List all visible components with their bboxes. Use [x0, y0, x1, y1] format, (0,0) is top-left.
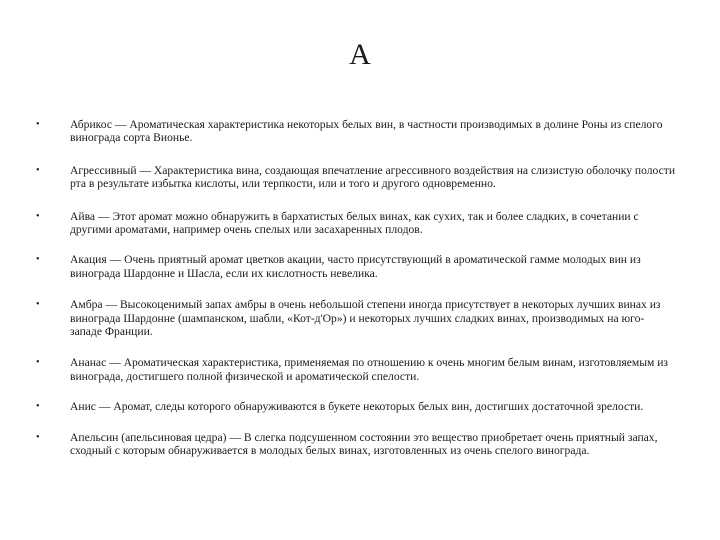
- list-item: [36, 210, 676, 237]
- list-item: [36, 400, 676, 413]
- list-item-text: Амбра — Высокоценимый запах амбры в очень небольшой степени иногда присутствует в некоторых лучших винах из винограда Шардонне (шампанском, шабли, «Кот-д'Ор») и некоторых лучших сладких винах, производимых на юго-западе Франции.: [70, 298, 661, 339]
- bullet-icon: •: [36, 401, 40, 413]
- bullet-icon: •: [36, 164, 40, 176]
- list-item: [36, 298, 676, 338]
- bullet-icon: •: [36, 357, 40, 369]
- list-item: [36, 164, 676, 191]
- bullet-icon: •: [36, 254, 40, 266]
- list-item-text: Анис — Аромат, следы которого обнаруживаются в букете некоторых белых вин, достигших достаточной зрелости.: [70, 400, 644, 414]
- glossary-list: [36, 118, 676, 458]
- list-item-text: Айва — Этот аромат можно обнаружить в бархатистых белых винах, как сухих, так и более сладких, в сочетании с другими ароматами, например очень спелых или засахаренных плодов.: [70, 209, 639, 237]
- bullet-icon: •: [36, 299, 40, 311]
- list-item: [36, 118, 676, 145]
- list-item-text: Ананас — Ароматическая характеристика, применяемая по отношению к очень многим белым винам, изготовляемым из винограда, достигшего полной физической и ароматической спелости.: [70, 356, 669, 383]
- list-item: [36, 356, 676, 383]
- bullet-icon: •: [36, 431, 40, 443]
- slide-title: А: [349, 38, 371, 71]
- bullet-icon: •: [36, 119, 40, 130]
- bullet-icon: •: [36, 210, 40, 222]
- list-item-text: Акация — Очень приятный аромат цветков акации, часто присутствующий в ароматической гамме молодых вин из винограда Шардонне и Шасла, если их кислотность невелика.: [70, 253, 641, 280]
- list-item: [36, 431, 676, 458]
- list-item: [36, 253, 676, 280]
- list-item-text: Агрессивный — Характеристика вина, создающая впечатление агрессивного воздействия на слизистую оболочку полости рта в результате избытка кислоты, или терпкости, или и того и другого одновременно.: [70, 163, 676, 191]
- list-item-text: Апельсин (апельсиновая цедра) — В слегка подсушенном состоянии это вещество приобретает очень приятный запах, сходный с которым обнаруживается в молодых белых винах, изготовленных из очень спелого винограда.: [70, 430, 658, 458]
- list-item-text: Абрикос — Ароматическая характеристика некоторых белых вин, в частности производимых в долине Роны из спелого винограда сорта Вионье.: [70, 118, 663, 145]
